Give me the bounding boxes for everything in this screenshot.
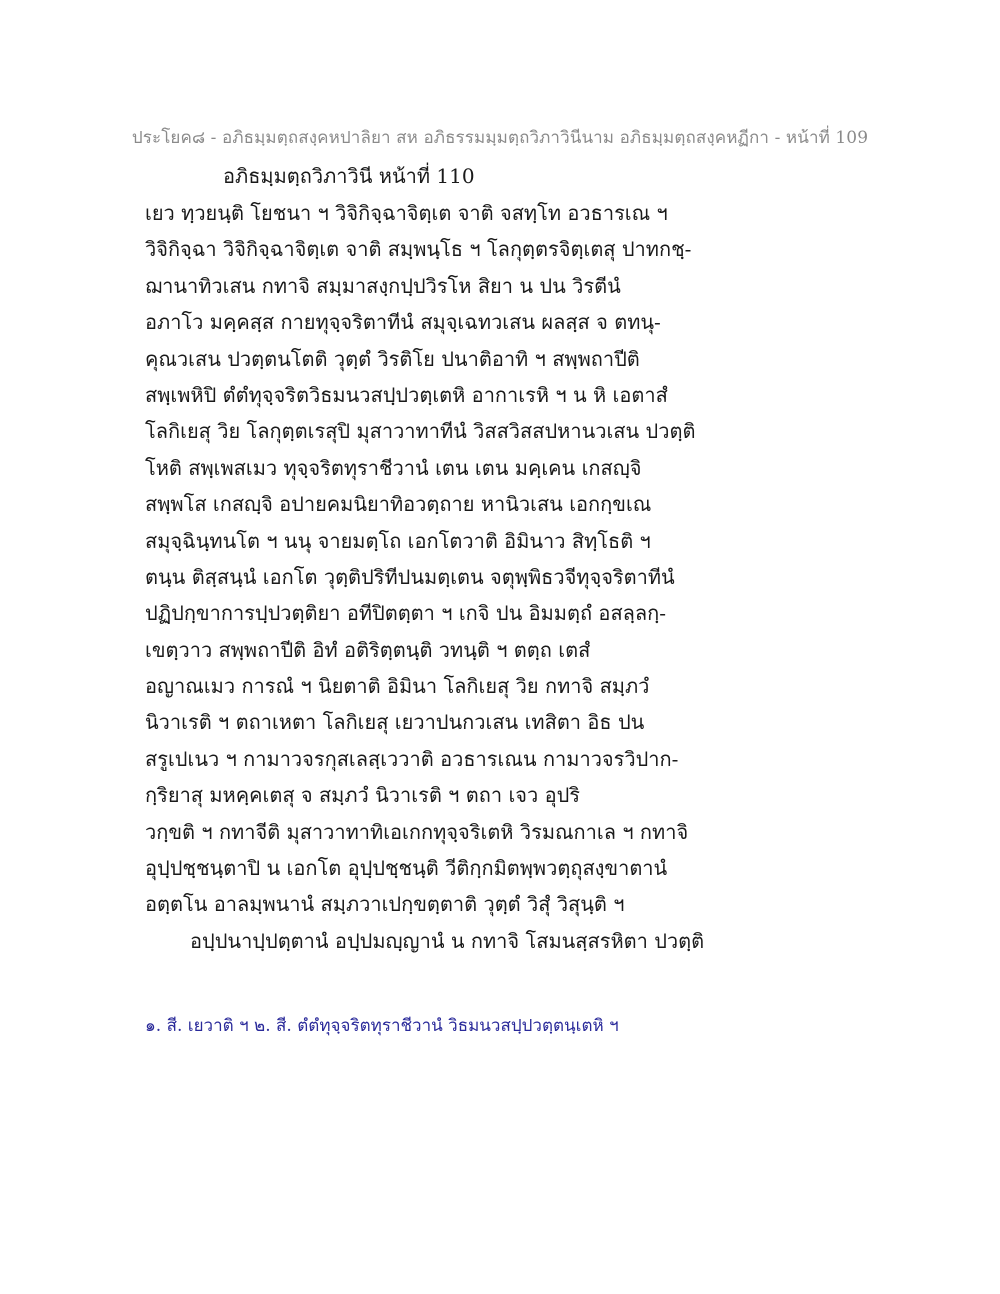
text-line: โลกิเยสุ วิย โลกุตฺตเรสุปิ มุสาวาทาทีนํ วิสสวิสสปหานวเสน ปวตฺติ	[145, 419, 696, 444]
text-line: อญาณเมว การณํ ฯ นิยตาติ อิมินา โลกิเยสุ วิย กทาจิ สมฺภวํ	[145, 674, 650, 699]
text-line: วิจิกิจฺฉา วิจิกิจฺฉาจิตฺเต จาติ สมฺพนฺโธ ฯ โลกุตฺตรจิตฺเตสุ ปาทกชฺ-	[145, 237, 692, 262]
page-heading: อภิธมฺมตฺถวิภาวินี หน้าที่ 110	[223, 164, 475, 188]
footnote: ๑. สี. เยวาติ ฯ ๒. สี. ตํตํทุจฺจริตทุราชีวานํ วิธมนวสปฺปวตฺตนฺเตหิ ฯ	[145, 1016, 619, 1036]
paragraph-start-line: อปฺปนาปฺปตฺตานํ อปฺปมญฺญานํ น กทาจิ โสมนสฺสรหิตา ปวตฺติ	[190, 928, 705, 953]
text-line: ปฏิปกฺขาการปฺปวตฺติยา อทีปิตตฺตา ฯ เกจิ ปน อิมมตฺถํ อสลฺลกฺ-	[145, 601, 667, 626]
text-line: อภาโว มคฺคสฺส กายทุจฺจริตาทีนํ สมุจฺเฉทวเสน ผลสฺส จ ตทนุ-	[145, 310, 661, 335]
text-line: อตฺตโน อาลมฺพนานํ สมฺภวาเปกฺขตฺตาติ วุตฺตํ วิสุํ วิสุนฺติ ฯ	[145, 892, 625, 917]
text-line: สพฺพโส เกสญฺจิ อปายคมนิยาทิอวตฺถาย หานิวเสน เอกกฺขเณ	[145, 492, 652, 517]
text-line: เขตฺวาว สพฺพถาปีติ อิทํ อติริตฺตนฺติ วทนฺติ ฯ ตตฺถ เตสํ	[145, 637, 591, 662]
running-header: ประโยค๘ - อภิธมฺมตฺถสงฺคหปาลิยา สห อภิธรรมมฺมตฺถวิภาวินีนาม อภิธมฺมตฺถสงฺคหฏีกา - หน้าที่ 109	[131, 128, 869, 148]
text-line: คุณวเสน ปวตฺตนโตติ วุตฺตํ วิรติโย ปนาติอาทิ ฯ สพฺพถาปีติ	[145, 346, 640, 371]
text-line: สรูเปเนว ฯ กามาวจรกุสเลสฺเววาติ อวธารเณน กามาวจรวิปาก-	[145, 746, 679, 771]
body-text	[145, 195, 865, 959]
text-line: ตนฺน ติสฺสนฺนํ เอกโต วุตฺติปริทีปนมตฺเตน จตุพฺพิธวจีทุจฺจริตาทีนํ	[145, 564, 675, 589]
text-line: สมุจฺฉินฺทนโต ฯ นนุ จายมตฺโถ เอกโตวาติ อิมินาว สิทฺโธติ ฯ	[145, 528, 651, 553]
text-line: โหติ สพฺเพสเมว ทุจฺจริตทุราชีวานํ เตน เตน มคฺเคน เกสญฺจิ	[145, 455, 642, 480]
text-line: กฺริยาสุ มหคฺคเตสุ จ สมฺภวํ นิวาเรติ ฯ ตถา เจว อุปริ	[145, 783, 581, 808]
text-line: อุปฺปชฺชนฺตาปิ น เอกโต อุปฺปชฺชนฺติ วีติกฺกมิตพฺพวตฺถุสงฺขาตานํ	[145, 856, 668, 881]
text-line: เยว ทฺวยนฺติ โยชนา ฯ วิจิกิจฺฉาจิตฺเต จาติ จสทฺโท อวธารเณ ฯ	[145, 201, 668, 225]
text-line: นิวาเรติ ฯ ตถาเหตา โลกิเยสุ เยวาปนกวเสน เทสิตา อิธ ปน	[145, 710, 645, 735]
text-line: สพฺเพหิปิ ตํตํทุจฺจริตวิธมนวสปฺปวตฺเตหิ อากาเรหิ ฯ น หิ เอตาสํ	[145, 382, 668, 407]
text-line: ฌานาทิวเสน กทาจิ สมฺมาสงฺกปฺปวิรโห สิยา น ปน วิรตีนํ	[145, 273, 621, 298]
text-line: วกฺขติ ฯ กทาจีติ มุสาวาทาทิเอเกกทุจฺจริเตหิ วิรมณกาเล ฯ กทาจิ	[145, 819, 689, 844]
